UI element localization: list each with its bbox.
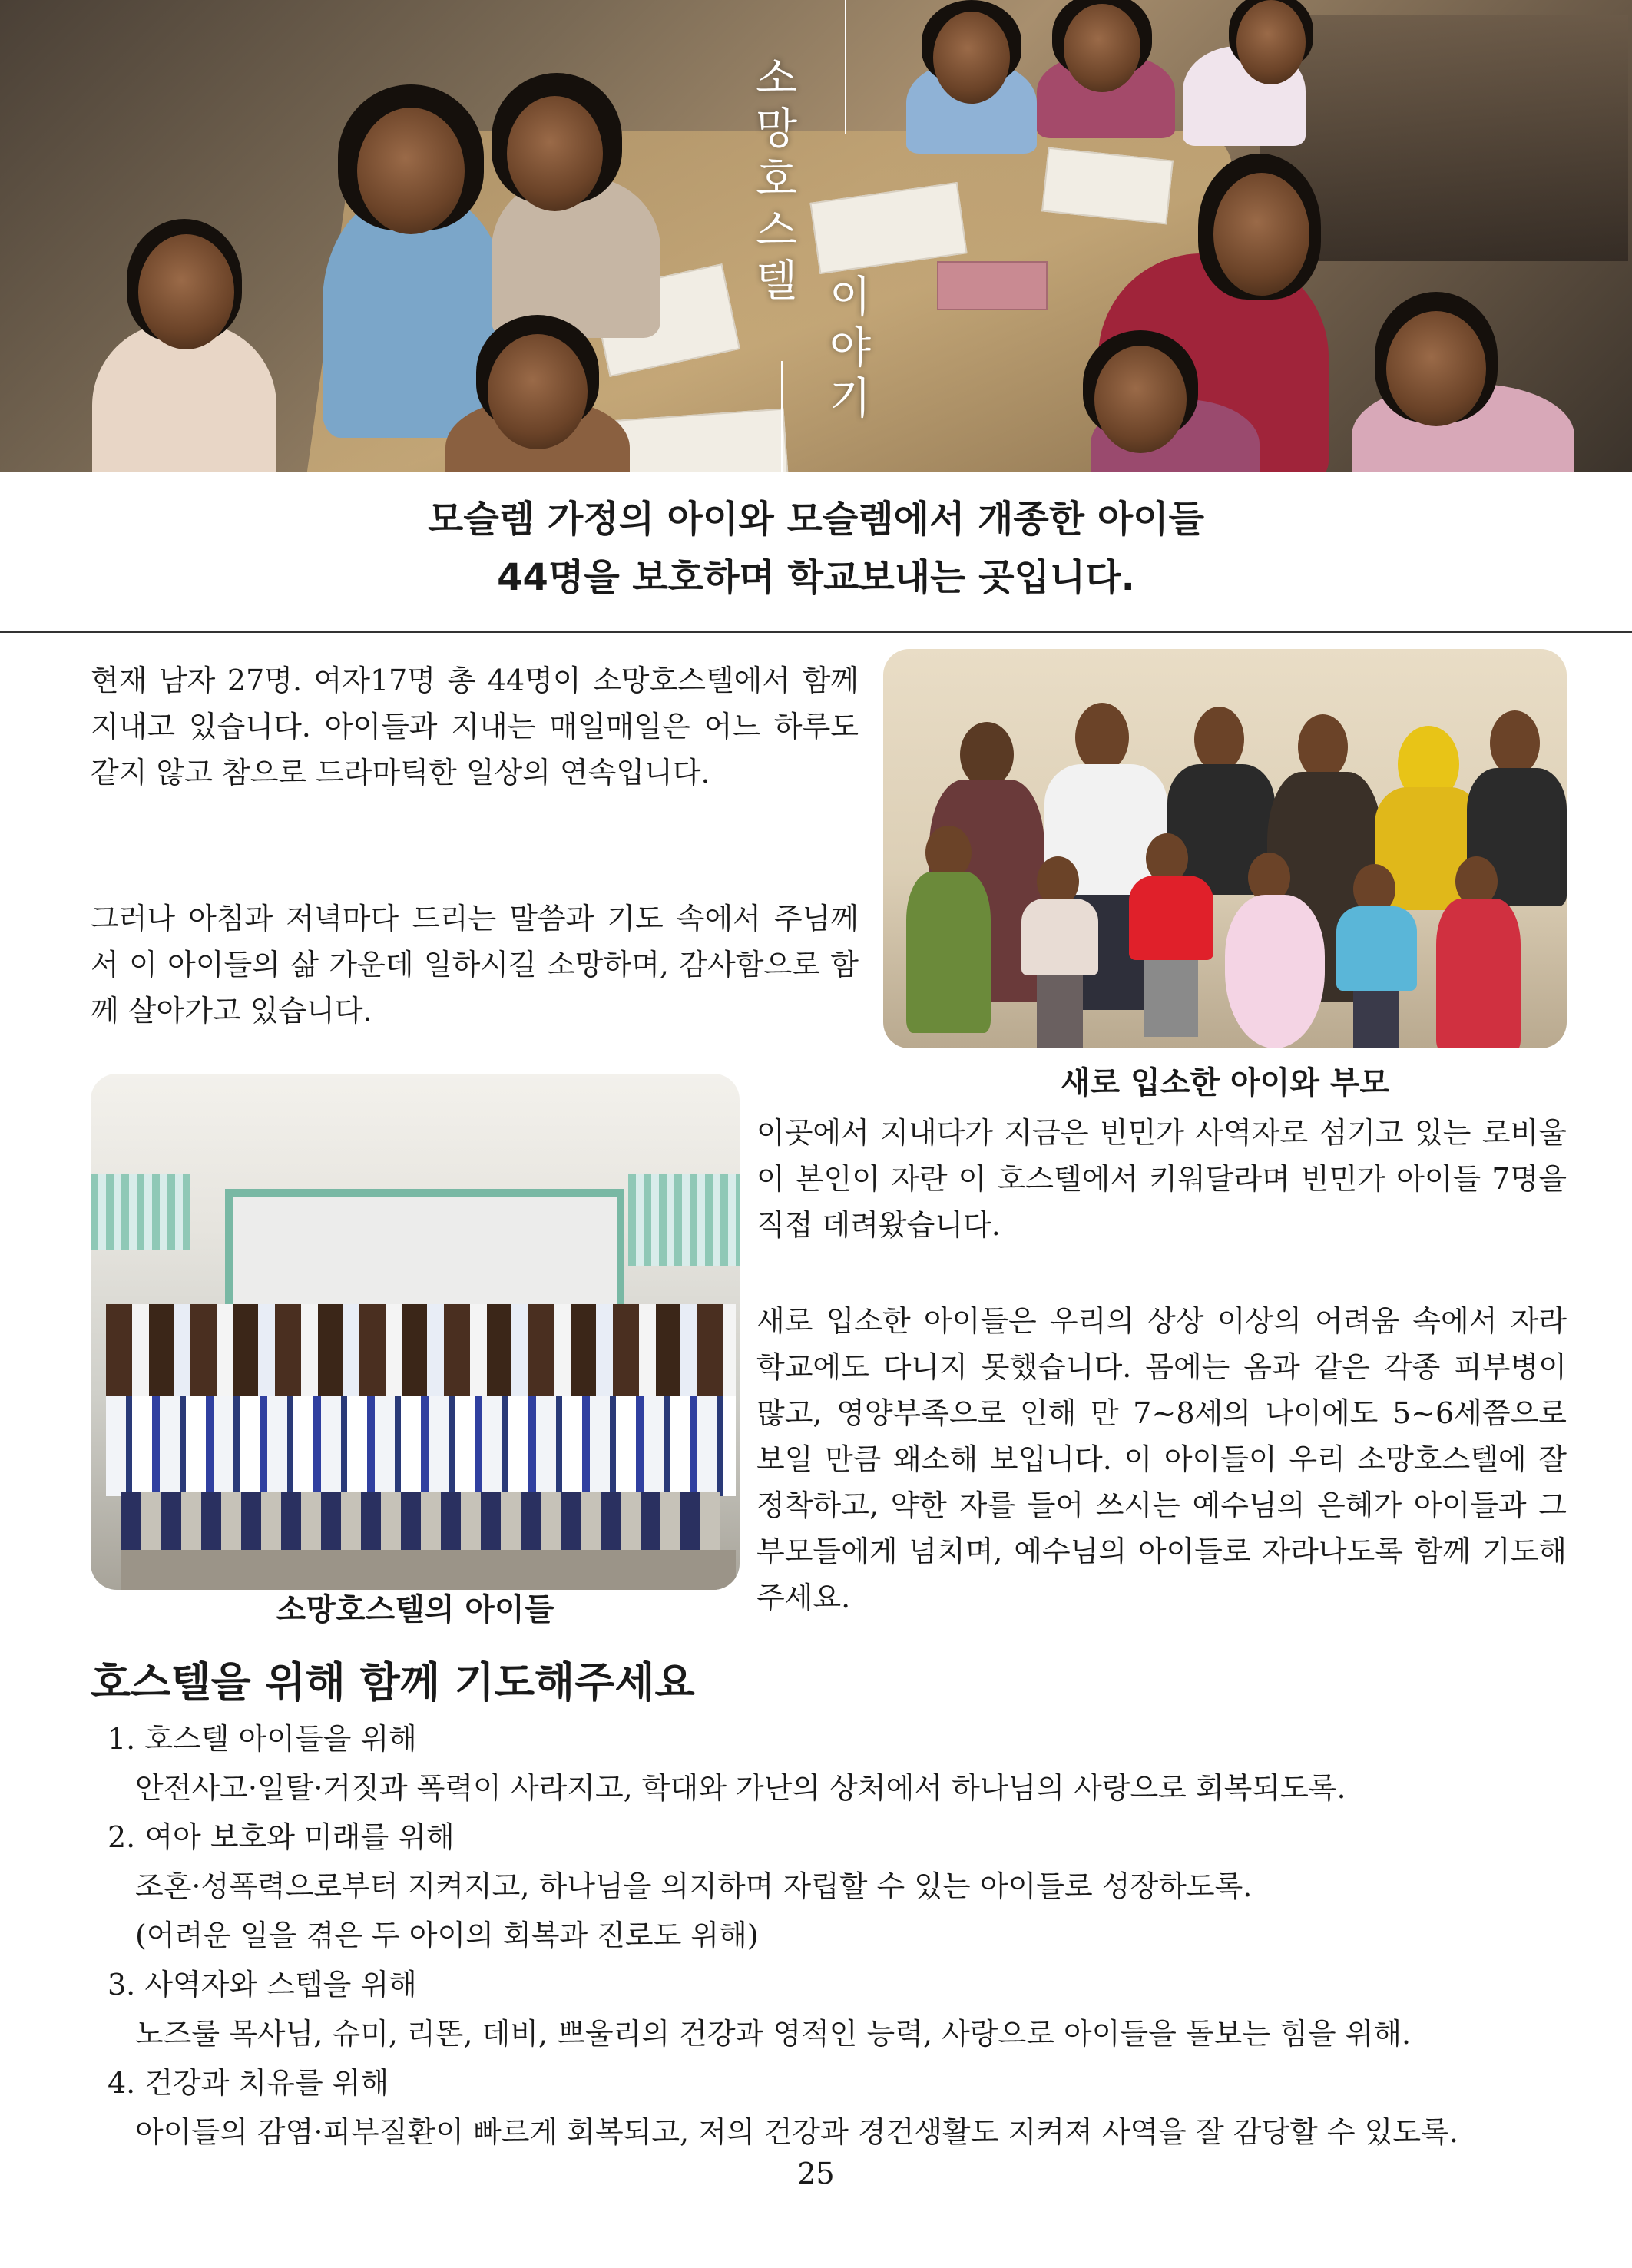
parents-photo (883, 649, 1567, 1048)
child-face (357, 108, 465, 234)
child-face (507, 96, 603, 211)
students-legs (121, 1492, 720, 1554)
child-face (1386, 311, 1486, 426)
child-legs (1037, 975, 1083, 1048)
story-paragraph-2: 새로 입소한 아이들은 우리의 상상 이상의 어려움 속에서 자라 학교에도 다니지 못했습니다. 몸에는 옴과 같은 각종 피부병이 많고, 영양부족으로 인해 만 7~8세의 나이에도 5~6세쯤으로 보일 만큼 왜소해 보입니다. 이 아이들이 우리 소망호스텔에 잘 정착하고, 약한 자를 들어 쓰시는 예수님의 은혜가 아이들과 그 부모들에게 넘치며, 예수님의 아이들로 자라나도록 함께 기도해 주세요. (756, 1304, 1567, 1614)
students-group (106, 1304, 736, 1396)
window-grille (91, 1174, 190, 1250)
prayer-item (108, 2058, 1567, 2157)
prayer-item (108, 1714, 1567, 1813)
child-body (1021, 899, 1098, 975)
child-face (138, 234, 234, 349)
banner-title-line (845, 0, 846, 134)
child-face (1064, 4, 1140, 92)
prayer-item-body: 노즈룰 목사님, 슈미, 리똔, 데비, 쁘울리의 건강과 영적인 능력, 사랑으로 아이들을 돌보는 힘을 위해. (135, 2017, 1412, 2051)
child-face (933, 12, 1010, 104)
child-face (488, 334, 588, 449)
prayer-item-note: (어려운 일을 겪은 두 아이의 회복과 진로도 위해) (135, 1919, 759, 1952)
open-book (1041, 147, 1174, 225)
adult-head (960, 722, 1014, 787)
students-group (106, 1381, 736, 1496)
headline (0, 490, 1632, 607)
prayer-item-title: 3. 사역자와 스텝을 위해 (108, 1968, 417, 2001)
child-body (1336, 906, 1417, 991)
prayer-item (108, 1813, 1567, 1960)
banner-title-main: 소망호스텔 (755, 54, 798, 306)
hostel-photo-caption: 소망호스텔의 아이들 (276, 1592, 554, 1627)
story-paragraph-1: 이곳에서 지내다가 지금은 빈민가 사역자로 섬기고 있는 로비울이 본인이 자란 이 호스텔에서 키워달라며 빈민가 아이들 7명을 직접 데려왔습니다. (756, 1116, 1567, 1242)
adult-head (1194, 707, 1244, 772)
prayer-list (108, 1714, 1567, 2157)
headline-line-2: 44명을 보호하며 학교보내는 곳입니다. (497, 556, 1135, 599)
adult-head (1298, 714, 1348, 780)
child-body (1129, 876, 1213, 960)
ground (121, 1550, 736, 1590)
prayer-item-body: 조혼·성폭력으로부터 지켜지고, 하나님을 의지하며 자립할 수 있는 아이들로 성장하도록. (135, 1869, 1253, 1903)
adult-head (1490, 710, 1540, 776)
window-grille (628, 1174, 740, 1266)
hostel-photo (91, 1074, 740, 1590)
prayer-item-body: 아이들의 감염·피부질환이 빠르게 회복되고, 저의 건강과 경건생활도 지켜져 사역을 잘 감당할 수 있도록. (135, 2115, 1458, 2149)
divider (0, 631, 1632, 633)
banner-photo (0, 0, 1632, 472)
child-face (1094, 346, 1187, 453)
child-legs (1144, 960, 1198, 1037)
parents-photo-caption: 새로 입소한 아이와 부모 (1060, 1065, 1390, 1101)
child-body (1225, 895, 1325, 1048)
prayer-item-title: 2. 여아 보호와 미래를 위해 (108, 1820, 455, 1854)
child-body (906, 872, 991, 1033)
banner-title-line (781, 361, 783, 472)
prayer-item (108, 1960, 1567, 2058)
prayer-item-body: 안전사고·일탈·거짓과 폭력이 사라지고, 학대와 가난의 상처에서 하나님의 사랑으로 회복되도록. (135, 1771, 1346, 1805)
child-body (1436, 899, 1521, 1048)
prayer-section-title: 호스텔을 위해 함께 기도해주세요 (91, 1658, 695, 1707)
prayer-item-title: 4. 건강과 치유를 위해 (108, 2066, 389, 2100)
prayer-item-title: 1. 호스텔 아이들을 위해 (108, 1722, 417, 1756)
page-number: 25 (797, 2157, 835, 2190)
child-face (1236, 0, 1306, 84)
teacher-face (1213, 173, 1309, 296)
intro-paragraph-1: 현재 남자 27명. 여자17명 총 44명이 소망호스텔에서 함께 지내고 있습니다. 아이들과 지내는 매일매일은 어느 하루도 같지 않고 참으로 드라마틱한 일상의 연속입니다. (91, 664, 859, 790)
child-legs (1353, 991, 1399, 1048)
intro-paragraph-2: 그러나 아침과 저녁마다 드리는 말씀과 기도 속에서 주님께서 이 아이들의 삶 가운데 일하시길 소망하며, 감사함으로 함께 살아가고 있습니다. (91, 902, 859, 1028)
notebook (937, 261, 1048, 310)
headline-line-1: 모슬렘 가정의 아이와 모슬렘에서 개종한 아이들 (428, 498, 1204, 541)
banner-title-sub: 이야기 (829, 273, 872, 424)
adult-head (1075, 703, 1129, 772)
